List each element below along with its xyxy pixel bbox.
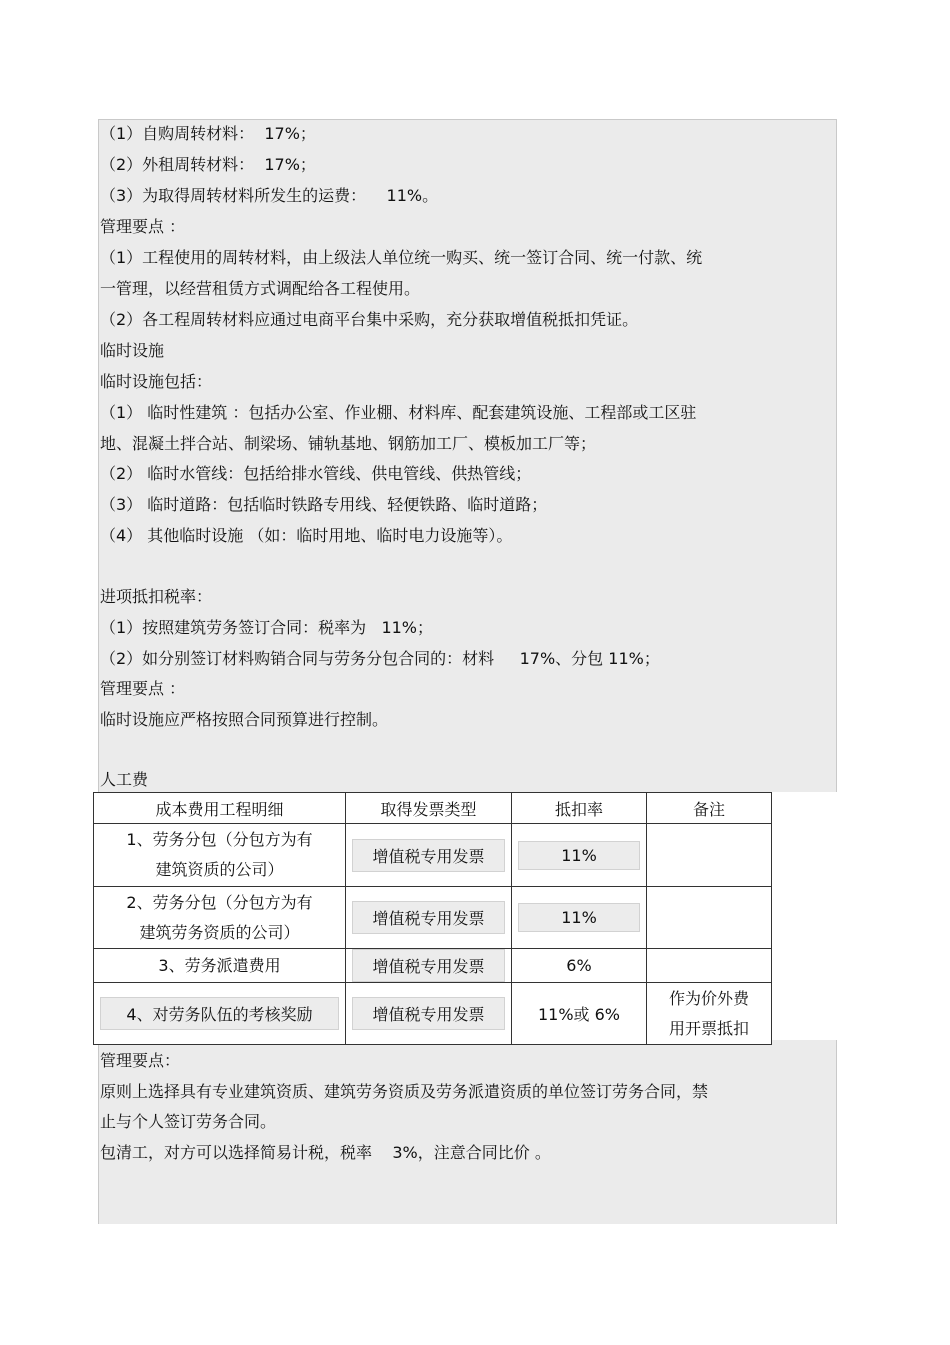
cost-item-cell <box>94 887 346 949</box>
invoice-type-cell <box>346 949 512 983</box>
text-line: （1） 临时性建筑 ：包括办公室、作业棚、材料库、配套建筑设施、工程部或工区驻 <box>100 403 697 422</box>
cost-item-cell <box>94 949 346 983</box>
text-line: （1）自购周转材料： 17%； <box>100 124 316 143</box>
note-cell <box>647 983 772 1045</box>
rate-value: 11% <box>518 841 640 870</box>
rate-cell <box>512 887 647 949</box>
cost-item-text: 3、劳务派遣费用 <box>158 955 281 975</box>
note-cell <box>647 824 772 887</box>
rate-value: 11% <box>518 903 640 932</box>
note-cell <box>647 887 772 949</box>
text-line: 原则上选择具有专业建筑资质、建筑劳务资质及劳务派遣资质的单位签订劳务合同，禁 <box>100 1082 709 1101</box>
invoice-type-value: 增值税专用发票 <box>352 949 505 982</box>
column-header: 备注 <box>647 793 772 824</box>
cost-item-text: 1、劳务分包（分包方为有 <box>126 830 313 849</box>
note-text: 作为价外费 <box>668 988 749 1008</box>
content-panel-bottom <box>98 1040 837 1224</box>
cost-item-text: 4、对劳务队伍的考核奖励 <box>100 997 339 1030</box>
text-line: 一管理，以经营租赁方式调配给各工程使用。 <box>100 279 421 298</box>
column-header: 取得发票类型 <box>346 793 512 824</box>
table-row <box>94 824 772 887</box>
text-line: 止与个人签订劳务合同。 <box>100 1112 277 1131</box>
text-line: （1）工程使用的周转材料，由上级法人单位统一购买、统一签订合同、统一付款、统 <box>100 248 703 267</box>
cost-item-text: 建筑资质的公司） <box>155 860 284 879</box>
cost-item-text: 建筑劳务资质的公司） <box>139 922 300 942</box>
text-line: 临时设施应严格按照合同预算进行控制。 <box>100 710 389 729</box>
rate-cell: 11%或 6% <box>512 983 647 1045</box>
rate-cell <box>512 824 647 887</box>
text-line: 地、混凝土拌合站、制梁场、铺轨基地、钢筋加工厂、模板加工厂等； <box>100 434 597 453</box>
section-heading: 管理要点 ： <box>100 679 186 698</box>
text-line: （3）为取得周转材料所发生的运费： 11%。 <box>100 186 439 205</box>
column-header: 成本费用工程明细 <box>94 793 346 824</box>
text-line: （2）如分别签订材料购销合同与劳务分包合同的：材料 17%、分包 11%； <box>100 649 660 668</box>
content-panel-top <box>98 119 837 792</box>
labor-cost-table <box>93 792 772 1045</box>
note-text: 用开票抵扣 <box>668 1018 749 1038</box>
table-header-row <box>94 793 772 824</box>
text-line: （2） 临时水管线：包括给排水管线、供电管线、供热管线； <box>100 464 532 483</box>
section-heading: 临时设施 <box>100 341 165 360</box>
column-header: 抵扣率 <box>512 793 647 824</box>
note-cell <box>647 949 772 983</box>
invoice-type-cell <box>346 824 512 887</box>
text-line: （1）按照建筑劳务签订合同：税率为 11%； <box>100 618 434 637</box>
invoice-type-value: 增值税专用发票 <box>352 901 505 934</box>
text-line: 包清工，对方可以选择简易计税，税率 3%，注意合同比价 。 <box>100 1143 551 1162</box>
cost-item-cell <box>94 824 346 887</box>
rate-cell: 6% <box>512 949 647 983</box>
table-row <box>94 949 772 983</box>
section-heading: 管理要点 ： <box>100 217 186 236</box>
text-line: （2）各工程周转材料应通过电商平台集中采购，充分获取增值税抵扣凭证。 <box>100 310 639 329</box>
table-row <box>94 983 772 1045</box>
text-line: （3） 临时道路：包括临时铁路专用线、轻便铁路、临时道路； <box>100 495 548 514</box>
invoice-type-value: 增值税专用发票 <box>352 839 505 872</box>
table-row <box>94 887 772 949</box>
section-heading: 进项抵扣税率： <box>100 587 213 606</box>
cost-item-cell <box>94 983 346 1045</box>
section-heading: 人工费 <box>100 770 149 789</box>
text-line: （4） 其他临时设施 （如：临时用地、临时电力设施等）。 <box>100 526 513 545</box>
text-line: （2）外租周转材料： 17%； <box>100 155 316 174</box>
section-heading: 管理要点： <box>100 1051 181 1070</box>
text-line: 临时设施包括： <box>100 372 213 391</box>
invoice-type-cell <box>346 983 512 1045</box>
invoice-type-cell <box>346 887 512 949</box>
invoice-type-value: 增值税专用发票 <box>352 997 505 1030</box>
cost-item-text: 2、劳务分包（分包方为有 <box>126 892 313 912</box>
